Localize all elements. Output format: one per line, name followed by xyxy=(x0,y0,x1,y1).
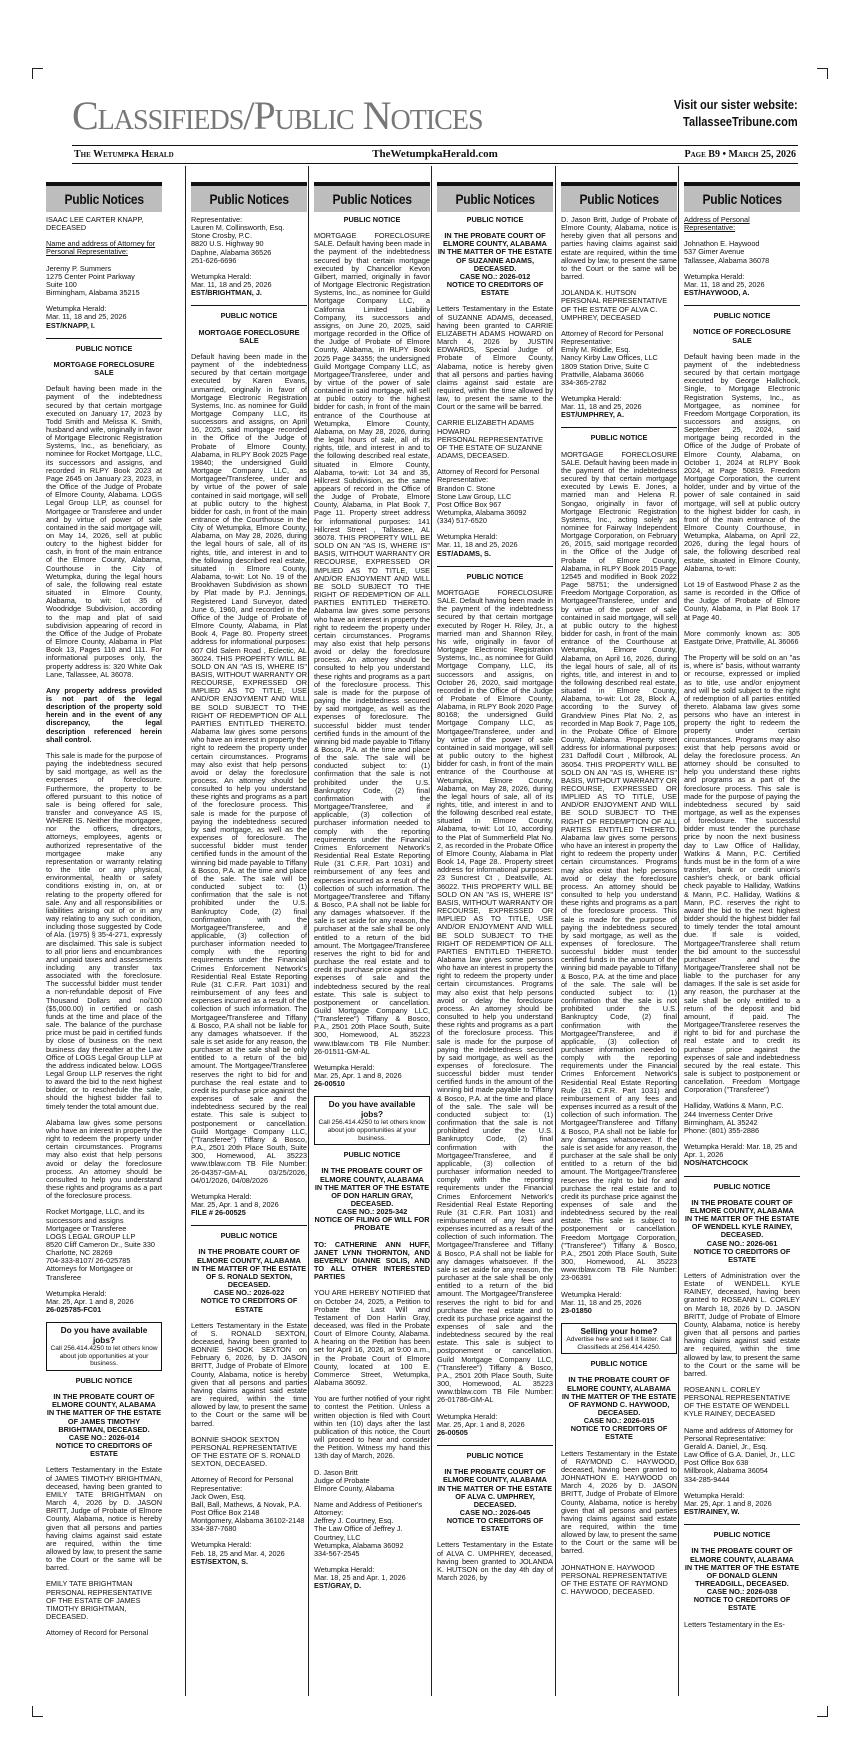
public-notices-header xyxy=(684,182,800,212)
foreclosure-notice-text xyxy=(191,353,307,1185)
notice-divider xyxy=(684,305,800,306)
notice-paragraph: More commonly known as: 305 Eastgate Drive, Prattville, AL 36066 xyxy=(684,628,800,646)
notice-reference-code: EST/GRAY, D. xyxy=(314,1581,362,1591)
notice-signature: Guild Mortgage Company LLC, ("Transferee") Tiffany & Bosco, P.A., 2501 20th Place South, Suite 300, Homewood, AL 35223 www.tblaw.com TB File Number: 26-01786-GM-AL xyxy=(437,1354,553,1405)
notice-paragraph: YOU ARE HEREBY NOTIFIED that on October 24, 2025, a Petition to Probate the Last Will and Testament of Don Harlin Gray, deceased, was filed in the Probate Court of Elmore County, Alabama. A hearing on the Petition has been set for April 16, 2026, at 9:00 a.m., in the Probate Court of Elmore County, located at 100 E. Commerce Street, Wetumpka, Alabama 36092. xyxy=(314,1288,430,1388)
notice-reference-code: FILE # 26-00525 xyxy=(191,1208,246,1218)
public-notices-label: Public Notices xyxy=(332,191,412,207)
notice-text: Wetumpka Herald: Mar. 11, 18 and 25, 2026 xyxy=(561,393,642,412)
ad-title: Do you have available jobs? xyxy=(60,1325,148,1346)
notice-paragraph: Letters of Administration over the Estate of WENDELL KYLE RAINEY, deceased, having been granted to ROSEANN L. CORLEY on March 18, 2026 by D. JASON BRITT, Judge of Probate of Elmore County, Alabama, notice is hereby given that all persons and parties having claims against said estate are required, within the time allowed by law, to present the same to the Court or the same will be barred. xyxy=(684,1270,800,1378)
notice-text: EMILY TATE BRIGHTMAN PERSONAL REPRESENTATIVE OF THE ESTATE OF JAMES TIMOTHY BRIGHTMAN, DECEASED. xyxy=(46,1579,153,1622)
notice-heading: PUBLIC NOTICE xyxy=(713,1181,771,1191)
notice-paragraph: Letters Testamentary in the Estate of S. RONALD SEXTON, deceased, having been granted to BONNIE SHOOK SEXTON on February 6, 2026, by D. JASON BRITT, Judge of Probate of Elmore County, Alabama, notice is hereby given that all persons and parties having claims against said estate are required, within the time allowed by law, to present the same to the Court or the same will be barred. xyxy=(191,1320,307,1428)
sister-line-1: Visit our sister website: xyxy=(674,97,798,112)
column-body xyxy=(684,216,800,1629)
notice-text: Wetumpka Herald: Mar. 25, Apr. 1 and 8, 2026 xyxy=(437,1411,525,1429)
notice-reference-code: EST/UMPHREY, A. xyxy=(561,410,624,420)
notice-reference-code: 26-025785-FC01 xyxy=(46,1305,102,1315)
crop-mark xyxy=(817,68,828,79)
notice-text: Wetumpka Herald: Mar. 11, 18 and 25, 2026 xyxy=(191,271,272,290)
notice-reference-code: EST/RAINEY, W. xyxy=(684,1507,740,1517)
notice-text: Wetumpka Herald: Mar. 11, 18 and 25, 2026 xyxy=(684,271,765,289)
ad-text: Call 256.414.4250 to let others know about job opportunities at your business. xyxy=(50,1345,158,1368)
foreclosure-notice-text xyxy=(437,589,553,1405)
notice-heading: IN THE PROBATE COURT OF ELMORE COUNTY, ALABAMA IN THE MATTER OF THE ESTATE OF WENDELL KYLE RAINEY, DECEASED. CASE NO.: 2026-061 NOTICE TO CREDITORS OF ESTATE xyxy=(684,1197,800,1264)
notice-text: Representative: Lauren M. Collinsworth, Esq. Stone Crosby, P.C. 8820 U.S. Highway 90 Daphne, Alabama 36526 251-626-6696 xyxy=(191,215,285,265)
notice-paragraph: Letters Testamentary in the Estate of SUZANNE ADAMS, deceased, having been granted to CARRIE ELIZABETH ADAMS HOWARD on March 4, 2026 by JUSTIN EDWARDS, Special Judge of Probate of Elmore County, Alabama, notice is hereby given that all persons and parties having claims against said estate are required, within the time allowed by law, to present the same to the Court or the same will be barred. xyxy=(437,304,553,412)
notice-terms: THIS PROPERTY WILL BE SOLD ON AN "AS IS, WHERE IS" BASIS, WITHOUT WARRANTY OR RECOURSE, EXPRESSED OR IMPLIED AS TO TITLE, USE AND/OR ENJOYMENT AND WILL BE SOLD SUBJECT TO THE RIGHT OF REDEMPTION OF ALL PARTIES ENTITLED THERETO. Alabama law gives some persons who have an interest in property the right to redeem the property under certain circumstances. Programs may also exist that help persons avoid or delay the foreclosure process. An attorney should be consulted to help you understand these rights and programs as a part of the foreclosure process. This sale is made for the purpose of paying the indebtedness secured by said mortgage, as well as the expenses of foreclosure. The successful bidder must tender certified funds in the amount of the winning bid made payable to Tiffany & Bosco, P.A. at the time and place of the sale. The sale will be conducted subject to: (1) confirmation that the sale is not prohibited under the U.S. Bankruptcy Code, (2) final confirmation with the Mortgagee/Transferee, and if applicable, (3) collection of purchaser information needed to comply with the reporting requirements under the Financial Crimes Enforcement Network's Residential Real Estate Reporting Rule (31 C.F.R. Part 1031) and reimbursement of any fees and expenses incurred as a result of the collection of such information. The Mortgagee/Transferee and Tiffany & Bosco, P.A shall not be liable for any damages whatsoever. If the sale is set aside for any reason, the purchaser at the sale shall be only entitled to a return of the bid amount. The Mortgagee/Transferee reserves the right to bid for and purchase the real estate and to credit its purchase price against the expenses of sale and the indebtedness secured by the real estate. This sale is subject to postponement or cancellation. xyxy=(314,532,430,1007)
notice-text: Wetumpka Herald: Mar. 25, Apr. 1 and 8, 2026 xyxy=(684,1490,772,1508)
notice-heading: PUBLIC NOTICE xyxy=(590,433,648,443)
public-notices-header xyxy=(191,182,307,212)
public-notices-header xyxy=(314,182,430,212)
notice-heading: PUBLIC NOTICE xyxy=(343,215,401,224)
ad-title: Selling your home? xyxy=(580,1326,658,1336)
notice-text: Rocket Mortgage, LLC, and its successors and assigns Mortgagee or Transferee LOGS LEGAL GROUP LLP 8520 Cliff Cameron Dr., Suite 330 Charlotte, NC 28269 704-333-8107/ 26-025785 Attorneys for Mortgagee or Transferee xyxy=(46,1207,155,1282)
column-divider xyxy=(431,166,432,1696)
notice-text: Wetumpka Herald: Feb. 18, 25 and Mar. 4, 2026 xyxy=(191,1540,285,1558)
column-body xyxy=(561,216,677,1596)
notice-text: Johnathon E. Haywood 537 Gimer Avenue Tallassee, Alabama 36078 xyxy=(684,239,770,265)
public-notices-label: Public Notices xyxy=(64,191,144,207)
notice-divider xyxy=(437,1445,553,1446)
notice-paragraph: Letters Testamentary in the Estate of RAYMOND C. HAYWOOD, deceased, having been granted to JOHNATHON E. HAYWOOD on March 4, 2026 by D. JASON BRITT, Judge of Probate of Elmore County, Alabama, notice is hereby given that all persons and parties having claims against said estate are required, within the time allowed by law, to present the same to the Court or the same will be barred. xyxy=(561,1448,677,1556)
notice-text: Wetumpka Herald: Mar. 25, Apr. 1 and 8, 2026 xyxy=(314,1062,402,1081)
notice-text: JOLANDA K. HUTSON PERSONAL REPRESENTATIVE OF THE ESTATE OF ALVA C. UMPHREY, DECEASED xyxy=(561,288,668,322)
column-body xyxy=(191,216,307,1566)
ad-title: Do you have available jobs? xyxy=(328,1099,416,1120)
column-body xyxy=(314,216,430,1591)
notice-text: Name and Address of Petitioner's Attorney: Jeffrey J. Courtney, Esq. The Law Office of Jeffrey J. Courtney, LLC Wetumpka, Alabama 36092 334-567-2545 xyxy=(314,1499,423,1558)
notice-reference-code: EST/SEXTON, S. xyxy=(191,1556,249,1566)
ad-text: Call 256.414.4250 to let others know about job opportunities at your business. xyxy=(318,1119,426,1142)
notice-heading: IN THE PROBATE COURT OF ELMORE COUNTY, ALABAMA IN THE MATTER OF THE ESTATE OF DON HARLIN GRAY, DECEASED. CASE NO.: 2025-342 NOTICE OF FILING OF WILL FOR PROBATE xyxy=(314,1166,430,1233)
notice-text: Attorney of Record for Personal Representative: Jack Owen, Esq. Ball, Ball, Mathews, & Novak, P.A. Post Office Box 2148 Montgomery, Alabama 36102-2148 334-387-7680 xyxy=(191,1475,305,1534)
notice-heading: PUBLIC NOTICE xyxy=(466,1451,524,1461)
notice-terms: THIS PROPERTY WILL BE SOLD ON AN "AS IS, WHERE IS" BASIS, WITHOUT WARRANTY OR RECOURSE, EXPRESSED OR IMPLIED AS TO TITLE, USE AND/OR ENJOYMENT AND WILL BE SOLD SUBJECT TO THE RIGHT OF REDEMPTION OF ALL PARTIES ENTITLED THERETO. Alabama law gives some persons who have an interest in property the right to redeem the property under certain circumstances. Programs may also exist that help persons avoid or delay the foreclosure process. An attorney should be consulted to help you understand these rights and programs as a part of the foreclosure process. This sale is made for the purpose of paying the indebtedness secured by said mortgage, as well as the expenses of foreclosure. The successful bidder must tender certified funds in the amount of the winning bid made payable to Tiffany & Bosco, P.A. at the time and place of the sale. The sale will be conducted subject to: (1) confirmation that the sale is not prohibited under the U.S. Bankruptcy Code, (2) final confirmation with the Mortgagee/Transferee, and if applicable, (3) collection of purchaser information needed to comply with the reporting requirements under the Financial Crimes Enforcement Network's Residential Real Estate Reporting Rule (31 C.F.R. Part 1031) and reimbursement of any fees and expenses incurred as a result of the collection of such information. The Mortgagee/Transferee and Tiffany & Bosco, P.A shall not be liable for any damages whatsoever. If the sale is set aside for any reason, the purchaser at the sale shall be only entitled to a return of the bid amount. The Mortgagee/Transferee reserves the right to bid for and purchase the real estate and to credit its purchase price against the expenses of sale and the indebtedness secured by the real estate. This sale is subject to postponement or cancellation. xyxy=(437,881,553,1356)
notice-bold-text: TO: CATHERINE ANN HUFF, JANET LYNN THORNTON, AND BEVERLY DIANNE SOLIS, AND TO ALL OTHER INTERESTED PARTIES xyxy=(314,1239,430,1282)
notice-details: MORTGAGE FORECLOSURE SALE. Default having been made in the payment of the indebtedness secured by that certain mortgage executed by Lewis E. Jones, a married man and Helena R. Songao, originally in favor of Mortgage Electronic Registration Systems, Inc., acting solely as nominee for Fairway Independent Mortgage Corporation, on February 26, 2015, said mortgage recorded in the Office of the Judge of Probate of Elmore County, Alabama, in RLPY Book 2015 Page 12545 and modified in Book 2022 Page 58751; the undersigned Freedom Mortgage Corporation, as Mortgagee/Transferee, under and by virtue of the power of sale contained in said mortgage, will sell at public outcry to the highest bidder for cash, in front of the main entrance of the Courthouse at Wetumpka, Elmore County, Alabama, on April 16, 2026, during the legal hours of sale, all of its rights, title, and interest in and to the following described real estate, situated in Elmore County, Alabama, to-wit: Lot 28, Block A, according to the Survey of Grandview Pines Plat No. 2, as recorded in Map Book 7, Page 105, in the Probate Office of Elmore County, Alabama. Property street address for informational purposes: 231 Daffodil Court , Millbrook, AL 36054. xyxy=(561,449,677,769)
notice-heading: NOTICE OF FORECLOSURE SALE xyxy=(693,327,791,345)
notice-column-5 xyxy=(561,168,677,1693)
notice-text: Attorney of Record for Personal xyxy=(46,1628,149,1638)
notice-signature: Guild Mortgage Company LLC, ("Transferee") Tiffany & Bosco, P.A., 2501 20th Place South, Suite 300, Homewood, AL 35223 www.tblaw.com TB File Number: 26-04357-GM-AL 03/25/2026, 04/01/2026, 04/08/2026 xyxy=(191,1126,307,1185)
notice-paragraph: Letters Testamentary in the Estate of ALVA C. UMPHREY, deceased, having been granted to JOLANDA K. HUTSON on the day 4th day of March 2026, by xyxy=(437,1540,553,1583)
notice-details: Default having been made in the payment of the indebtedness secured by that certain mortgage executed by Karen Evans, unmarried, originally in favor of Mortgage Electronic Registration Systems, Inc. as nominee for Guild Mortgage Company LLC, its successors and assigns, on April 16, 2025, said mortgage recorded in the Office of the Judge of Probate of Elmore County, Alabama, in RLPY Book 2025 Page 19840; the undersigned Guild Mortgage Company LLC, as Mortgagee/Transferee, under and by virtue of the power of sale contained in said mortgage, will sell at public outcry to the highest bidder for cash, in front of the main entrance of the Courthouse in the City of Wetumpka, Elmore County, Alabama, on May 28, 2026, during the legal hours of sale, all of its rights, title, and interest in and to the following described real estate, situated in Elmore County, Alabama, to-wit: Lot No. 19 of the Brookhaven Subdivision as shown by Plat made by P.J. Jennings, Registered Land Surveyor, dated June 6, 1960, and recorded in the Office of the Judge of Probate of Elmore County, Alabama, in Plat Book 4, Page 80. Property street address for informational purposes: 607 Old Salem Road , Eclectic, AL 36024. xyxy=(191,351,307,663)
notice-signature: Freedom Mortgage Corporation, ("Transferee") Tiffany & Bosco, P.A., 2501 20th Place South, Suite 300, Homewood, AL 35223 www.tblaw.com TB File Number: 23-06391 xyxy=(561,1232,677,1283)
notice-text: Wetumpka Herald: Mar. 11, 18 and 25, 2026 xyxy=(437,532,518,550)
notice-reference-code: 26-00505 xyxy=(437,1427,468,1437)
notice-label: Address of Personal Representative: xyxy=(684,215,750,233)
notice-heading: PUBLIC NOTICE xyxy=(75,343,133,353)
notice-heading: IN THE PROBATE COURT OF ELMORE COUNTY, ALABAMA IN THE MATTER OF THE ESTATE OF S. RONALD SEXTON, DECEASED. CASE NO.: 2026-022 NOTICE TO CREDITORS OF ESTATE xyxy=(191,1247,307,1314)
notice-column-6 xyxy=(684,168,800,1693)
notice-text: Wetumpka Herald: Mar. 25, Apr. 1 and 8, 2026 xyxy=(46,1288,134,1306)
notice-paragraph: D. Jason Britt, Judge of Probate of Elmore County, Alabama, notice is hereby given that all persons and parties having claims against said estate are required, within the time allowed by law, to present the same to the Court or the same will be barred. xyxy=(561,215,677,282)
foreclosure-notice-text xyxy=(314,232,430,1056)
notice-text: JOHNATHON E. HAYWOOD PERSONAL REPRESENTATIVE OF THE ESTATE OF RAYMOND C. HAYWOOD, DECEASED. xyxy=(561,1562,668,1597)
notice-paragraph: The Property will be sold on an "as is, where is" basis, without warranty or recourse, expressed or implied as to title, use and/or enjoyment and will be sold subject to the right of redemption of all parties entitled thereto. Alabama law gives some persons who have an interest in property the right to redeem the property under certain circumstances. Programs may also exist that help persons avoid or delay the foreclosure process. An attorney should be consulted to help you understand these rights and programs as a part of the foreclosure process. This sale is made for the purpose of paying the indebtedness secured by said mortgage, as well as the expenses of foreclosure. The successful bidder must tender the purchase price by noon the next business day to Law Office of Halliday, Watkins & Mann, P.C. Certified funds must be in the form of a wire transfer, bank or credit union's cashier's check, or bank official check payable to Halliday, Watkins & Mann, P.C. Halliday, Watkins & Mann, P.C. reserves the right to award the bid to the next highest bidder should the highest bidder fail to timely tender the total amount due. If sale is voided, Mortgagee/Transferee shall return the bid amount to the successful purchaser and the Mortgagee/Transferee shall not be liable to the purchaser for any damages. If the sale is set aside for any reason, the purchaser at the sale shall be only entitled to a return of the deposit and bid amount, if paid. The Mortgagee/Transferee reserves the right to bid for and purchase the real estate and to credit its purchase price against the expenses of sale and indebtedness secured by the real estate. This sale is subject to postponement or cancellation. Freedom Mortgage Corporation ("Transferee") xyxy=(684,653,800,1095)
public-notices-label: Public Notices xyxy=(209,191,289,207)
notice-text: Wetumpka Herald: Mar. 11, 18 and 25, 2026 xyxy=(561,1289,642,1307)
crop-mark xyxy=(32,1706,43,1717)
notice-divider xyxy=(46,338,162,339)
foreclosure-notice-text xyxy=(561,451,677,1283)
public-notices-header xyxy=(561,182,677,212)
notice-paragraph: Letters Testamentary in the Estate of JAMES TIMOTHY BRIGHTMAN, deceased, having been granted to EMILY TATE BRIGHTMAN on March 4, 2026 by D. JASON BRITT, Judge of Probate of Elmore County, Alabama, notice is hereby given that all persons and parties having claims against said estate are required, within the time allowed by law, to present the same to the Court or the same will be barred. xyxy=(46,1465,162,1573)
notice-paragraph: Lot 19 of Eastwood Phase 2 as the same is recorded in the Office of the Judge of Probate of Elmore County, Alabama, in Plat Book 17 at Page 40. xyxy=(684,579,800,622)
notice-column-3 xyxy=(314,168,430,1693)
notice-paragraph: Letters Testamentary in the Es- xyxy=(684,1619,785,1629)
notice-reference-code: EST/KNAPP, I. xyxy=(46,320,95,330)
notice-reference-code: 23-01850 xyxy=(561,1305,592,1315)
notice-reference-code: EST/BRIGHTMAN, J. xyxy=(191,288,262,298)
notice-column-1 xyxy=(46,168,162,1693)
notice-divider xyxy=(684,1524,800,1525)
notice-paragraph: Default having been made in the payment of the indebtedness secured by that certain mortgage executed on January 17, 2023 by Todd Smith and Melissa K. Smith, husband and wife, originally in favor of Mortgage Electronic Registration Systems, Inc., as beneficiary, as nominee for Rocket Mortgage, LLC, its successors and assigns, and recorded in RLPY Book 2023 at Page 2645 on January 23, 2023, in the Office of the Judge of Probate of Elmore County, Alabama. LOGS Legal Group LLP, as counsel for Mortgagee or Transferee and under and by virtue of power of sale contained in the said mortgage will, on May 14, 2026, sell at public outcry to the highest bidder for cash, in front of the main entrance of the Elmore County, Alabama, Courthouse in the City of Wetumpka, during the legal hours of sale, the following real estate situated in Elmore County, Alabama, to wit: Lot 35 of Woodridge Subdivision, according to the map and plat of said subdivision appearing of record in the Office of the Judge of Probate of Elmore County, Alabama in Plat Book 13, Pages 110 and 111. For informational purposes only, the property address is: 320 White Oak Lane, Tallassee, AL 36078. xyxy=(46,384,162,679)
notice-text: ROSEANN L. CORLEY PERSONAL REPRESENTATIVE OF THE ESTATE OF WENDELL KYLE RAINEY, DECEASED xyxy=(684,1385,791,1419)
notice-heading: PUBLIC NOTICE xyxy=(220,311,278,321)
public-notices-label: Public Notices xyxy=(702,191,782,207)
notice-heading: PUBLIC NOTICE xyxy=(75,1376,133,1385)
notice-reference-code: 26-00510 xyxy=(314,1079,345,1089)
notice-heading: MORTGAGE FORECLOSURE SALE xyxy=(53,359,155,378)
crop-mark xyxy=(817,1706,828,1717)
notice-paragraph: Default having been made in the payment of the indebtedness secured by that certain mortgage executed by George Hallchock, Single, to Mortgage Electronic Registration Systems, Inc., as Mortgagee, as nominee for Freedom Mortgage Corporation, its successors and assigns, on September 25, 2024, said mortgage being recorded in the Office of the Judge of Probate of Elmore County, Alabama, on October 1, 2024 at RLPY Book 2024, at Page 50819. Freedom Mortgage Corporation, the current holder, under and by virtue of the power of sale contained in said mortgage, will sell at public outcry to the highest bidder for cash, in front of the main entrance of the Elmore County Courthouse, in Wetumpka, Alabama, on April 22, 2026, during the legal hours of sale, the following described real estate, situated in Elmore County, Alabama, to-wit: xyxy=(684,351,800,573)
notice-reference-code: EST/HAYWOOD, A. xyxy=(684,288,750,298)
notice-text: Attorney of Record for Personal Representative: Brandon C. Stone Stone Law Group, LLC Post Office Box 967 Wetumpka, Alabama 36092 (334) 517-6520 xyxy=(437,467,540,526)
sister-website-promo xyxy=(674,96,798,130)
notice-heading: IN THE PROBATE COURT OF ELMORE COUNTY, ALABAMA IN THE MATTER OF THE ESTATE OF ALVA C. UMPHREY, DECEASED. CASE NO.: 2026-045 NOTICE TO CREDITORS OF ESTATE xyxy=(437,1467,553,1534)
page-info: Page B9 • March 25, 2026 xyxy=(684,149,796,160)
notice-heading: PUBLIC NOTICE xyxy=(466,571,524,581)
notice-divider xyxy=(561,427,677,428)
notice-divider xyxy=(191,305,307,306)
ad-text: Advertise here and sell it faster. Call Classifieds at 256.414.4250. xyxy=(566,1336,672,1351)
notice-text: Attorney of Record for Personal Representative: Emily M. Riddle, Esq. Nancy Kirby Law Offices, LLC 1809 Station Drive, Suite C Prattville, Alabama 36066 334-365-2782 xyxy=(561,328,664,387)
notice-signature: Guild Mortgage Company LLC, ("Transferee") Tiffany & Bosco, P.A., 2501 20th Place South, Suite 300, Homewood, AL 35223 www.tblaw.com TB File Number: 26-01511-GM-AL xyxy=(314,1006,430,1056)
folio-bar xyxy=(72,145,798,164)
notice-heading: IN THE PROBATE COURT OF ELMORE COUNTY, ALABAMA IN THE MATTER OF THE ESTATE OF RAYMOND C. HAYWOOD, DECEASED. CASE NO.: 2026-015 NOTICE TO CREDITORS OF ESTATE xyxy=(561,1375,677,1442)
notice-details: MORTGAGE FORECLOSURE SALE. Default having been made in the payment of the indebtedness secured by that certain mortgage executed by Chancellor Kevon Gilbert, married, originally in favor of Mortgage Electronic Registration Systems, Inc., as nominee for Guild Mortgage Company LLC, a California Limited Liability Company, its successors and assigns, on June 20, 2025, said mortgage recorded in the Office of the Judge of Probate of Elmore County, Alabama, in RLPY Book 2025 Page 34355; the undersigned Guild Mortgage Company LLC, as Mortgagee/Transferee, under and by virtue of the power of sale contained in said mortgage, will sell at public outcry to the highest bidder for cash, in front of the main entrance of the Courthouse at Wetumpka, Elmore County, Alabama, on May 28, 2026, during the legal hours of sale, all of its rights, title, and interest in and to the following described real estate, situated in Elmore County, Alabama, to-wit: Lot 34 and 35, Hillcrest Subdivision, as the same appears of record in the Office of the Judge of Probate, Elmore County, Alabama, in Plat Book 7, Page 11. Property street address for informational purposes: 141 Hillcrest Street , Tallassee, AL 36078. xyxy=(314,231,430,542)
column-body xyxy=(46,216,162,1637)
public-notices-header xyxy=(437,182,553,212)
notice-paragraph: You are further notified of your right to contest the Petition. Unless a written objection is filed with Court within ten (10) days after the last publication of this notice, the Court will proceed to hear and consider the Petition. Witness my hand this 13th day of March, 2026. xyxy=(314,1394,430,1461)
notice-text: BONNIE SHOOK SEXTON PERSONAL REPRESENTATIVE OF THE ESTATE OF S. RONALD SEXTON, DECEASED. xyxy=(191,1434,301,1469)
column-divider xyxy=(555,166,556,1696)
column-divider xyxy=(185,166,186,1696)
notice-paragraph: Alabama law gives some persons who have an interest in property the right to redeem the property under certain circumstances. Programs may also exist that help persons avoid or delay the foreclosure process. An attorney should be consulted to help you understand these rights and programs as a part of the foreclosure process. xyxy=(46,1117,162,1201)
classified-ad-box xyxy=(561,1323,677,1354)
notice-text: Wetumpka Herald: Mar. 18, 25 and Apr. 1, 2026 xyxy=(684,1142,798,1160)
newspaper-website[interactable]: TheWetumpkaHerald.com xyxy=(372,148,498,160)
notice-reference-code: NOS/HATCHCOCK xyxy=(684,1158,749,1168)
column-divider xyxy=(678,166,679,1696)
notice-reference-code: EST/ADAMS, S. xyxy=(437,548,491,558)
section-title: Classifieds/Public Notices xyxy=(72,93,483,138)
crop-mark xyxy=(32,68,43,79)
sister-website-link[interactable]: TallasseeTribune.com xyxy=(683,114,798,129)
notice-heading: PUBLIC NOTICE xyxy=(220,1231,278,1241)
notice-text: D. Jason Britt Judge of Probate Elmore County, Alabama xyxy=(314,1467,395,1493)
notice-text: Wetumpka Herald: Mar. 11, 18 and 25, 2026 xyxy=(46,304,127,322)
notice-heading: PUBLIC NOTICE xyxy=(713,311,771,321)
notice-heading: IN THE PROBATE COURT OF ELMORE COUNTY, ALABAMA IN THE MATTER OF THE ESTATE OF DONALD GLENN THREADGILL, DECEASED. CASE NO.: 2026-038 NOTICE TO CREDITORS OF ESTATE xyxy=(684,1546,800,1613)
notice-column-2 xyxy=(191,168,307,1693)
notice-text: CARRIE ELIZABETH ADAMS HOWARD PERSONAL REPRESENTATIVE OF THE ESTATE OF SUZANNE ADAMS, DECEASED. xyxy=(437,418,544,461)
notice-text: Wetumpka Herald: Mar. 18, 25 and Apr. 1, 2026 xyxy=(314,1565,406,1583)
notice-heading: PUBLIC NOTICE xyxy=(590,1359,648,1369)
notice-heading: IN THE PROBATE COURT OF ELMORE COUNTY, ALABAMA IN THE MATTER OF THE ESTATE OF SUZANNE ADAMS, DECEASED. CASE NO.: 2026-012 NOTICE TO CREDITORS OF ESTATE xyxy=(437,231,553,298)
notice-heading: IN THE PROBATE COURT OF ELMORE COUNTY, ALABAMA IN THE MATTER OF THE ESTATE OF JAMES TIMOTHY BRIGHTMAN, DECEASED. CASE NO.: 2026-014 NOTICE TO CREDITORS OF ESTATE xyxy=(46,1392,162,1459)
notice-heading: PUBLIC NOTICE xyxy=(343,1150,401,1160)
notice-divider xyxy=(191,1225,307,1226)
notice-terms: THIS PROPERTY WILL BE SOLD ON AN "AS IS, WHERE IS" BASIS, WITHOUT WARRANTY OR RECOURSE, EXPRESSED OR IMPLIED AS TO TITLE, USE AND/OR ENJOYMENT AND WILL BE SOLD SUBJECT TO THE RIGHT OF REDEMPTION OF ALL PARTIES ENTITLED THERETO. Alabama law gives some persons who have an interest in property the right to redeem the property under certain circumstances. Programs may also exist that help persons avoid or delay the foreclosure process. An attorney should be consulted to help you understand these rights and programs as a part of the foreclosure process. This sale is made for the purpose of paying the indebtedness secured by said mortgage, as well as the expenses of foreclosure. The successful bidder must tender certified funds in the amount of the winning bid made payable to Tiffany & Bosco, P.A. at the time and place of the sale. The sale will be conducted subject to: (1) confirmation that the sale is not prohibited under the U.S. Bankruptcy Code, (2) final confirmation with the Mortgagee/Transferee, and if applicable, (3) collection of purchaser information needed to comply with the reporting requirements under the Financial Crimes Enforcement Network's Residential Real Estate Reporting Rule (31 C.F.R. Part 1031) and reimbursement of any fees and expenses incurred as a result of the collection of such information. The Mortgagee/Transferee and Tiffany & Bosco, P.A shall not be liable for any damages whatsoever. If the sale is set aside for any reason, the purchaser at the sale shall be only entitled to a return of the bid amount. The Mortgagee/Transferee reserves the right to bid for and purchase the real estate and to credit its purchase price against the expenses of sale and the indebtedness secured by the real estate. This sale is subject to postponement or cancellation. xyxy=(561,759,677,1234)
newspaper-name: The Wetumpka Herald xyxy=(74,149,174,160)
classified-ad-box xyxy=(46,1322,162,1371)
notice-paragraph: This sale is made for the purpose of paying the indebtedness secured by said mortgage, as well as the expenses of foreclosure. Furthermore, the property to be offered pursuant to this notice of sale is being offered for sale, transfer and conveyance AS IS, WHERE IS. Neither the mortgagee, nor the officers, directors, attorneys, employees, agents or authorized representative of the mortgagee make any representation or warranty relating to the title or any physical, environmental, health or safety conditions existing in, on, at or relating to the property offered for sale. Any and all responsibilities or liabilities arising out of or in any way relating to any such condition, including those suggested by Code of Ala. (1975) § 35-4-271, expressly are disclaimed. This sale is subject to all prior liens and encumbrances and unpaid taxes and assessments including any transfer tax associated with the foreclosure. The successful bidder must tender a non-refundable deposit of Five Thousand Dollars and no/100 ($5,000.00) in certified or cash funds at the time and place of the sale. The balance of the purchase price must be paid in certified funds by close of business on the next business day thereafter at the Law Office of LOGS Legal Group LLP at the address indicated below. LOGS Legal Group LLP reserves the right to award the bid to the next highest bidder, or to reschedule the sale, should the highest bidder fail to timely tender the total amount due. xyxy=(46,750,162,1111)
column-divider xyxy=(308,166,309,1696)
notice-divider xyxy=(437,566,553,567)
notice-heading: MORTGAGE FORECLOSURE SALE xyxy=(198,327,300,345)
public-notices-header xyxy=(46,182,162,212)
notice-label: Name and address of Attorney for Personal Representative: xyxy=(46,239,156,257)
public-notices-label: Public Notices xyxy=(579,191,659,207)
notice-details: MORTGAGE FORECLOSURE SALE. Default having been made in the payment of the indebtedness secured by that certain mortgage executed by Roger H. Riley, Jr., a married man and Shannon Riley, his wife, originally in favor of Mortgage Electronic Registration Systems, Inc., as nominee for Guild Mortgage Company, LLC, its successors and assigns, on October 26, 2020, said mortgage recorded in the Office of the Judge of Probate of Elmore County, Alabama, in RLPY Book 2020 Page 80168; the undersigned Guild Mortgage Company LLC, as Mortgagee/Transferee, under and by virtue of the power of sale contained in said mortgage, will sell at public outcry to the highest bidder for cash, in front of the main entrance of the Courthouse at Wetumpka, Elmore County, Alabama, on May 28, 2026, during the legal hours of sale, all of its rights, title, and interest in and to the following described real estate, situated in Elmore County, Alabama, to-wit: Lot 10, according to the Plat of Summerfield Plat No. 2, as recorded in the Probate Office of Elmore County, Alabama in Plat Book 14, Page 28.. Property street address for informational purposes: 23 Suncrest Ct , Deatsville, AL 36022. xyxy=(437,587,553,891)
public-notices-label: Public Notices xyxy=(455,191,535,207)
notice-text: Jeremy P. Summers 1275 Center Point Parkway Suite 100 Birmingham, Alabama 35215 xyxy=(46,263,140,298)
notice-heading: PUBLIC NOTICE xyxy=(713,1530,771,1540)
classified-ad-box xyxy=(314,1096,430,1145)
notice-text: ISAAC LEE CARTER KNAPP, DECEASED xyxy=(46,215,144,233)
notice-heading: PUBLIC NOTICE xyxy=(466,215,524,224)
notice-text: Name and address of Attorney for Personal Representative: Gerald A. Daniel, Jr., Esq. Law Office of G.A. Daniel, Jr., LLC Post Office Box 638 Millbrook, Alabama 36054 334-285-9444 xyxy=(684,1425,795,1484)
notice-text: Halliday, Watkins & Mann, P.C. 244 Inverness Center Drive Birmingham, AL 35242 Phone: (801) 355-2886 xyxy=(684,1101,784,1135)
notice-divider xyxy=(684,1176,800,1177)
notice-column-4 xyxy=(437,168,553,1693)
notice-text: Wetumpka Herald: Mar. 25, Apr. 1 and 8, 2026 xyxy=(191,1191,279,1209)
column-body xyxy=(437,216,553,1582)
notice-terms: THIS PROPERTY WILL BE SOLD ON AN "AS IS, WHERE IS" BASIS, WITHOUT WARRANTY OR RECOURSE, EXPRESSED OR IMPLIED AS TO TITLE, USE AND/OR ENJOYMENT AND WILL BE SOLD SUBJECT TO THE RIGHT OF REDEMPTION OF ALL PARTIES ENTITLED THERETO. Alabama law gives some persons who have an interest in property the right to redeem the property under certain circumstances. Programs may also exist that help persons avoid or delay the foreclosure process. An attorney should be consulted to help you understand these rights and programs as a part of the foreclosure process. This sale is made for the purpose of paying the indebtedness secured by said mortgage, as well as the expenses of foreclosure. The successful bidder must tender certified funds in the amount of the winning bid made payable to Tiffany & Bosco, P.A. at the time and place of the sale. The sale will be conducted subject to: (1) confirmation that the sale is not prohibited under the U.S. Bankruptcy Code, (2) final confirmation with the Mortgagee/Transferee, and if applicable, (3) collection of purchaser information needed to comply with the reporting requirements under the Financial Crimes Enforcement Network's Residential Real Estate Reporting Rule (31 C.F.R. Part 1031) and reimbursement of any fees and expenses incurred as a result of the collection of such information. The Mortgagee/Transferee and Tiffany & Bosco, P.A shall not be liable for any damages whatsoever. If the sale is set aside for any reason, the purchaser at the sale shall be only entitled to a return of the bid amount. The Mortgagee/Transferee reserves the right to bid for and purchase the real estate and to credit its purchase price against the expenses of sale and the indebtedness secured by the real estate. This sale is subject to postponement or cancellation. xyxy=(191,653,307,1128)
notice-bold-text: Any property address provided is not part of the legal description of the property sold herein and in the event of any discrepancy, the legal description referenced herein shall control. xyxy=(46,685,162,744)
